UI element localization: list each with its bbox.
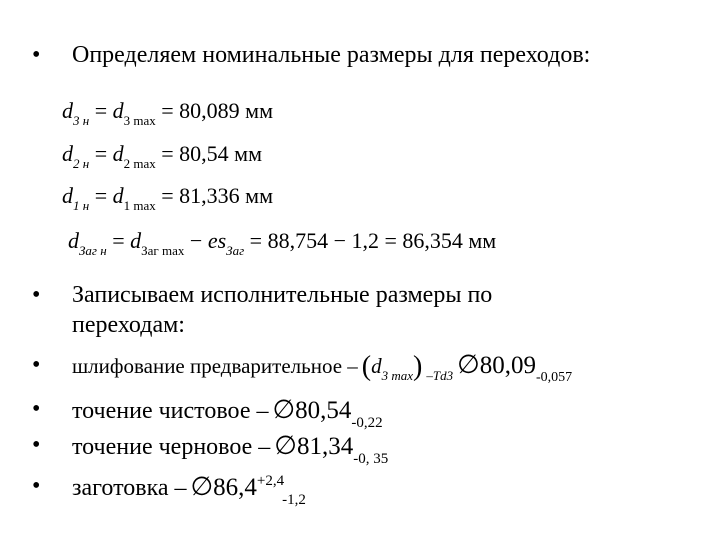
- formula-dzag-es-var: es: [207, 228, 227, 253]
- item-blank: [72, 472, 306, 508]
- formula-dzag-minus: −: [189, 228, 203, 253]
- formula-d3-result: = 80,089 мм: [161, 98, 274, 123]
- item-rough-turning-value: 81,34: [296, 433, 354, 460]
- bullet-item-2: •: [32, 396, 41, 422]
- bullet-item-3: •: [32, 432, 41, 458]
- formula-d1-result: = 81,336 мм: [161, 183, 274, 208]
- formula-d3-rhs-sub: 3 max: [123, 113, 156, 128]
- bullet-item-1: •: [32, 352, 41, 378]
- formula-d2-lhs-sub: 2 н: [73, 156, 90, 171]
- formula-dzag-eq: =: [112, 228, 125, 253]
- formula-d3: [62, 98, 274, 128]
- formula-dzag: [68, 228, 497, 258]
- formula-dzag-rhs-sub: Заг max: [141, 243, 185, 258]
- formula-d1-rhs-var: d: [112, 183, 124, 208]
- formula-dzag-result: = 88,754 − 1,2 = 86,354 мм: [249, 228, 497, 253]
- item-grinding-value: 80,09: [479, 352, 537, 379]
- item-blank-label: заготовка –: [72, 475, 187, 501]
- diameter-icon: ∅: [274, 431, 297, 460]
- formula-d1-lhs-var: d: [62, 183, 73, 208]
- heading-nominal-sizes: Определяем номинальные размеры для переходов:: [72, 42, 591, 68]
- item-rough-turning-tolerance: -0, 35: [353, 451, 389, 467]
- heading-executive-sizes-line1: Записываем исполнительные размеры по: [72, 282, 493, 308]
- formula-d1-rhs-sub: 1 max: [123, 198, 156, 213]
- item-rough-turning-label: точение черновое –: [72, 434, 271, 460]
- formula-d1: [62, 183, 274, 213]
- formula-d3-rhs-var: d: [112, 98, 124, 123]
- item-grinding-label: шлифование предварительное –: [72, 354, 358, 378]
- formula-d2-rhs-var: d: [112, 141, 124, 166]
- bullet-heading-2: •: [32, 282, 41, 308]
- item-blank-value: 86,4: [213, 474, 257, 501]
- item-grinding-close-paren: ): [413, 351, 423, 382]
- item-grinding-var: d: [371, 354, 382, 378]
- diameter-icon: ∅: [190, 472, 214, 501]
- item-rough-turning: [72, 431, 389, 467]
- formula-d2-result: = 80,54 мм: [161, 141, 263, 166]
- item-grinding-var-sub: 3 max: [381, 368, 414, 383]
- diameter-icon: ∅: [457, 350, 480, 379]
- formula-dzag-es-sub: Заг: [226, 243, 245, 258]
- item-blank-tolerance-lower: -1,2: [282, 492, 306, 508]
- formula-dzag-lhs-sub: Заг н: [79, 243, 107, 258]
- item-finish-turning-tolerance: -0,22: [351, 415, 383, 431]
- heading-executive-sizes-line2: переходам:: [72, 312, 185, 338]
- formula-dzag-lhs-var: d: [68, 228, 79, 253]
- formula-d2-eq: =: [94, 141, 108, 166]
- diameter-icon: ∅: [272, 395, 296, 424]
- item-finish-turning-value: 80,54: [295, 397, 352, 424]
- formula-dzag-rhs-var: d: [130, 228, 142, 253]
- formula-d3-eq: =: [94, 98, 108, 123]
- formula-d1-eq: =: [94, 183, 108, 208]
- bullet-item-4: •: [32, 473, 41, 499]
- item-grinding: [72, 349, 573, 385]
- formula-d1-lhs-sub: 1 н: [73, 198, 90, 213]
- formula-d2-rhs-sub: 2 max: [123, 156, 156, 171]
- formula-d3-lhs-sub: 3 н: [73, 113, 90, 128]
- item-grinding-tolerance: -0,057: [536, 370, 573, 385]
- formula-d2: [62, 141, 263, 171]
- item-grinding-open-paren: (: [361, 351, 372, 382]
- bullet-heading-1: •: [32, 42, 41, 68]
- formula-d3-lhs-var: d: [62, 98, 73, 123]
- item-finish-turning-label: точение чистовое –: [72, 398, 269, 424]
- formula-d2-lhs-var: d: [62, 141, 73, 166]
- item-grinding-paren-sub: –Td3: [426, 368, 454, 383]
- item-blank-tolerance-upper: +2,4: [256, 473, 285, 489]
- item-finish-turning: [72, 395, 383, 431]
